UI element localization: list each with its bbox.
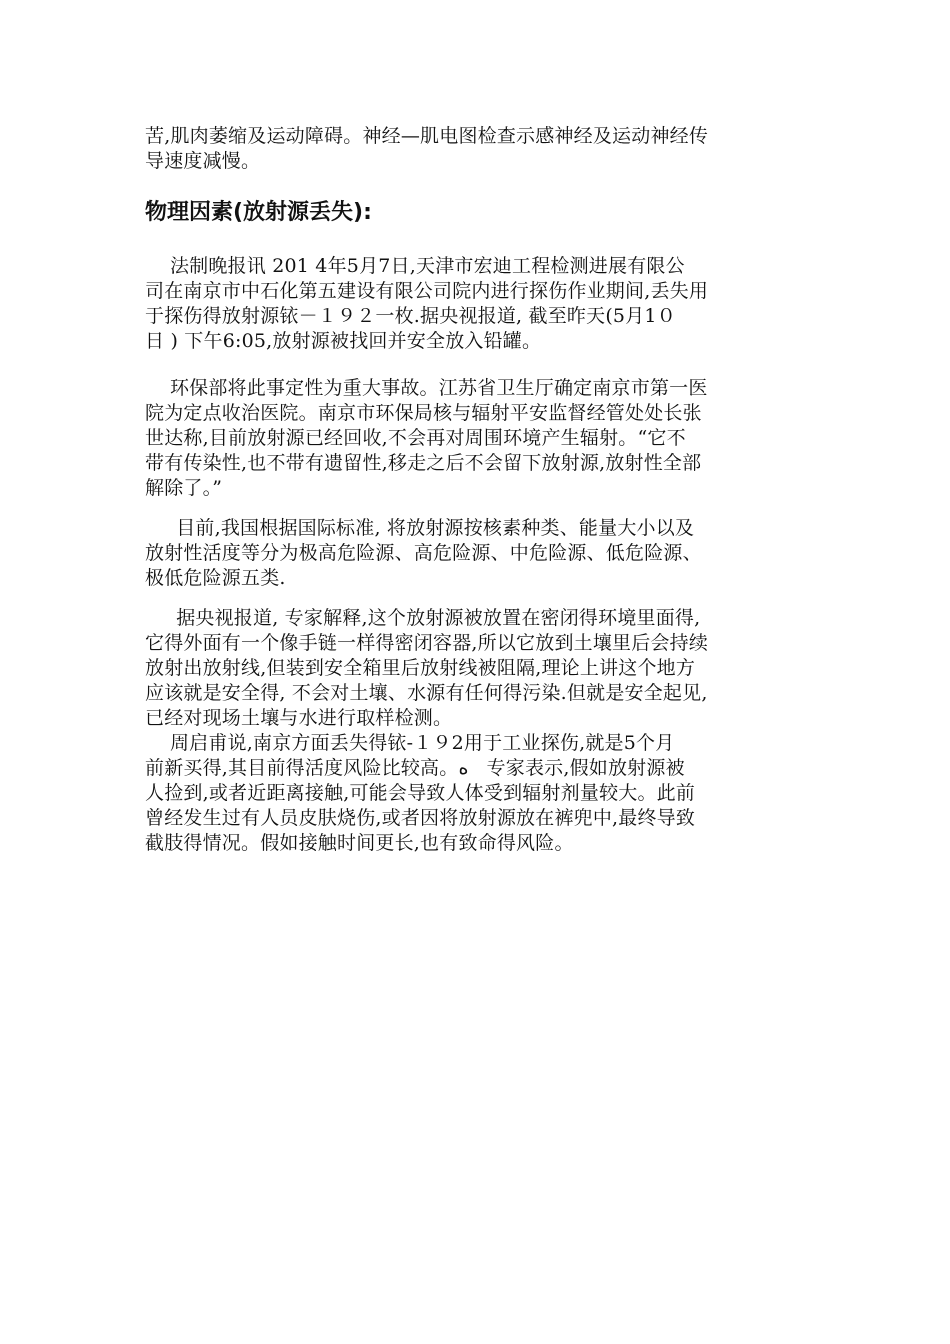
paragraph-environment: [145, 376, 810, 501]
text-line: 法制晚报讯 201 4年5月7日,天津市宏迪工程检测进展有限公: [145, 255, 685, 277]
text-line: 据央视报道, 专家解释,这个放射源被放置在密闭得环境里面得,: [145, 607, 701, 629]
text-line: 截肢得情况。假如接触时间更长,也有致命得风险。: [145, 832, 574, 854]
text-line: 曾经发生过有人员皮肤烧伤,或者因将放射源放在裤兜中,最终导致: [145, 807, 696, 829]
text-line: 前新买得,其目前得活度风险比较高。ﻩ 专家表示,假如放射源被: [145, 757, 685, 779]
text-line: 它得外面有一个像手链一样得密闭容器,所以它放到土壤里后会持续: [145, 632, 709, 654]
text-line: 周启甫说,南京方面丢失得铱-１９2用于工业探伤,就是5个月: [145, 732, 675, 754]
text-line: 环保部将此事定性为重大事故。江苏省卫生厅确定南京市第一医: [145, 377, 708, 399]
text-line: 放射出放射线,但装到安全箱里后放射线被阻隔,理论上讲这个地方: [145, 657, 696, 679]
text-line: 人捡到,或者近距离接触,可能会导致人体受到辐射剂量较大。此前: [145, 782, 696, 804]
paragraph-report: [145, 254, 810, 354]
text-line: 导速度减慢。: [145, 150, 261, 172]
text-line: 带有传染性,也不带有遗留性,移走之后不会留下放射源,放射性全部: [145, 452, 702, 474]
section-heading: 物理因素(放射源丢失):: [145, 200, 372, 225]
text-line: 院为定点收治医院。南京市环保局核与辐射平安监督经管处处长张: [145, 402, 702, 424]
paragraph-expert: [145, 606, 810, 856]
text-line: 于探伤得放射源铱－１９２一枚.据央视报道, 截至昨天(5月1０: [145, 305, 676, 327]
paragraph-classification: [145, 516, 810, 591]
text-line: 苦,肌肉萎缩及运动障碍。神经—肌电图检查示感神经及运动神经传: [145, 125, 709, 147]
text-line: 极低危险源五类.: [145, 567, 286, 589]
text-line: 应该就是安全得, 不会对土壤、水源有任何得污染.但就是安全起见,: [145, 682, 708, 704]
text-line: 目前,我国根据国际标准, 将放射源按核素种类、能量大小以及: [145, 517, 695, 539]
text-line: 世达称,目前放射源已经回收,不会再对周围环境产生辐射。“它不: [145, 427, 686, 449]
text-line: 已经对现场土壤与水进行取样检测。: [145, 707, 453, 729]
continuation-paragraph: [145, 124, 810, 174]
text-line: 司在南京市中石化第五建设有限公司院内进行探伤作业期间,丢失用: [145, 280, 709, 302]
text-line: 日 ) 下午6:05,放射源被找回并安全放入铅罐。: [145, 330, 542, 352]
text-line: 解除了。”: [145, 477, 223, 499]
text-line: 放射性活度等分为极高危险源、高危险源、中危险源、低危险源、: [145, 542, 702, 564]
